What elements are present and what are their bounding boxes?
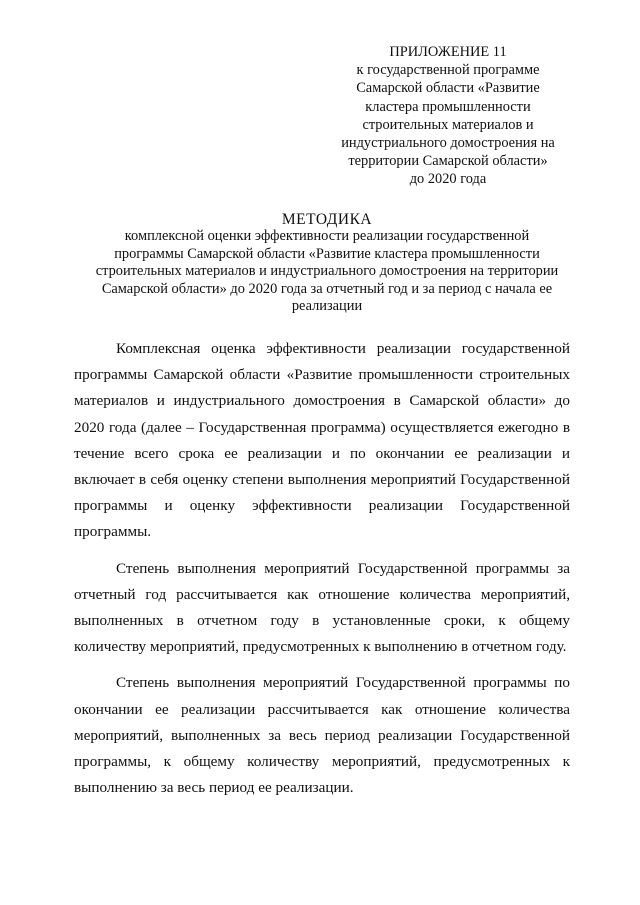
document-subtitle-line: строительных материалов и индустриального домостроения на территории	[95, 263, 559, 280]
appendix-line: ПРИЛОЖЕНИЕ 11	[389, 44, 507, 60]
body-paragraph: Степень выполнения мероприятий Государственной программы за отчетный год рассчитывается как отношение количества мероприятий, выполненных в отчетном году в установленные сроки, к общему количеству мероприятий, предусмотренных к выполнению в отчетном году.	[74, 559, 570, 656]
body-paragraph: Комплексная оценка эффективности реализации государственной программы Самарской области «Развитие промышленности строительных материалов и индустриального домостроения в Самарской области» до 2020 года (далее – Государственная программа) осуществляется ежегодно в течение всего срока ее реализации и по окончании ее реализации и включает в себя оценку степени выполнения мероприятий Государственной программы и оценку эффективности реализации Государственной программы.	[74, 340, 570, 541]
document-title: МЕТОДИКА	[281, 211, 373, 228]
document-title-block	[60, 211, 594, 316]
appendix-line: кластера промышленности	[365, 98, 531, 115]
appendix-line: индустриального домостроения на	[341, 135, 555, 152]
appendix-line: к государственной программе	[356, 62, 540, 79]
body-paragraph: Степень выполнения мероприятий Государственной программы по окончании ее реализации рассчитывается как отношение количества мероприятий, выполненных за весь период реализации Государственной программы, к общему количеству мероприятий, предусмотренных к выполнению за весь период ее реализации.	[74, 674, 570, 797]
appendix-line: Самарской области «Развитие	[356, 80, 540, 97]
document-subtitle-line: Самарской области» до 2020 года за отчетный год и за период с начала ее	[101, 280, 553, 297]
appendix-line: до 2020 года	[409, 171, 487, 188]
appendix-line: территории Самарской области»	[348, 153, 548, 170]
appendix-line: строительных материалов и	[362, 116, 534, 133]
document-subtitle-line: комплексной оценки эффективности реализации государственной	[124, 228, 530, 244]
appendix-heading	[332, 43, 564, 189]
document-subtitle-line: программы Самарской области «Развитие кластера промышленности	[114, 245, 540, 262]
document-body	[74, 336, 570, 801]
document-subtitle-line: реализации	[291, 298, 363, 315]
